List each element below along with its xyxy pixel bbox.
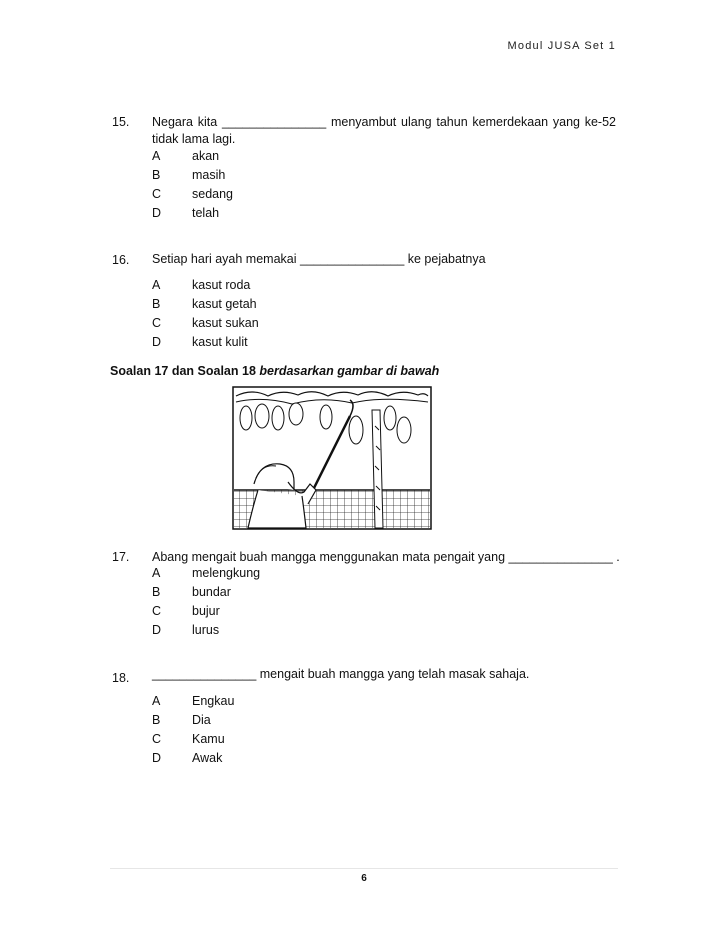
question-number: 16. <box>112 253 130 267</box>
section-instruction <box>110 364 439 378</box>
option <box>152 297 257 311</box>
option <box>152 585 231 599</box>
option-text: kasut kulit <box>192 335 248 349</box>
question-text: _______________ mengait buah mangga yang telah masak sahaja. <box>152 667 530 681</box>
option <box>152 335 248 349</box>
page-header: Modul JUSA Set 1 <box>507 40 616 52</box>
option-letter: A <box>152 694 161 708</box>
option-letter: C <box>152 316 162 330</box>
option-letter: D <box>152 206 162 220</box>
option-letter: D <box>152 751 162 765</box>
option-letter: A <box>152 278 161 292</box>
option-letter: C <box>152 187 162 201</box>
question-number: 15. <box>112 115 130 129</box>
option-letter: D <box>152 335 162 349</box>
option-text: masih <box>192 168 226 182</box>
option-text: telah <box>192 206 220 220</box>
option-text: Kamu <box>192 732 225 746</box>
question-number: 18. <box>112 671 130 685</box>
option <box>152 316 259 330</box>
option <box>152 623 219 637</box>
option-letter: A <box>152 566 161 580</box>
option-letter: A <box>152 149 161 163</box>
option <box>152 732 225 746</box>
option-text: Awak <box>192 751 223 765</box>
option-text: kasut getah <box>192 297 257 311</box>
question-text-continued: tidak lama lagi. <box>152 132 236 146</box>
option <box>152 694 234 708</box>
option-letter: B <box>152 585 161 599</box>
option <box>152 168 225 182</box>
option-text: kasut sukan <box>192 316 259 330</box>
option-text: sedang <box>192 187 234 201</box>
option-text: Engkau <box>192 694 235 708</box>
option <box>152 278 250 292</box>
footer-divider <box>110 868 618 869</box>
option-letter: B <box>152 168 161 182</box>
section-instruction-italic: berdasarkan gambar di bawah <box>259 364 440 378</box>
option-text: bujur <box>192 604 220 618</box>
option-text: melengkung <box>192 566 261 580</box>
option <box>152 566 260 580</box>
option-letter: C <box>152 604 162 618</box>
option <box>152 149 219 163</box>
mango-picking-picture <box>232 386 432 530</box>
option-text: Dia <box>192 713 211 727</box>
question-text: Setiap hari ayah memakai _______________ ke pejabatnya <box>152 252 486 266</box>
option-letter: D <box>152 623 162 637</box>
question-text: Negara kita _______________ menyambut ulang tahun kemerdekaan yang ke-52 <box>152 115 616 129</box>
option-letter: B <box>152 297 161 311</box>
option-text: lurus <box>192 623 220 637</box>
option <box>152 713 211 727</box>
option <box>152 187 233 201</box>
option-letter: B <box>152 713 161 727</box>
option-letter: C <box>152 732 162 746</box>
question-number: 17. <box>112 550 130 564</box>
section-instruction-bold: Soalan 17 dan Soalan 18 <box>110 364 260 378</box>
option-text: kasut roda <box>192 278 251 292</box>
option <box>152 751 222 765</box>
question-text: Abang mengait buah mangga menggunakan mata pengait yang _______________ . <box>152 550 620 564</box>
option <box>152 206 219 220</box>
option-text: akan <box>192 149 220 163</box>
option <box>152 604 220 618</box>
page-number: 6 <box>361 873 367 884</box>
option-text: bundar <box>192 585 231 599</box>
